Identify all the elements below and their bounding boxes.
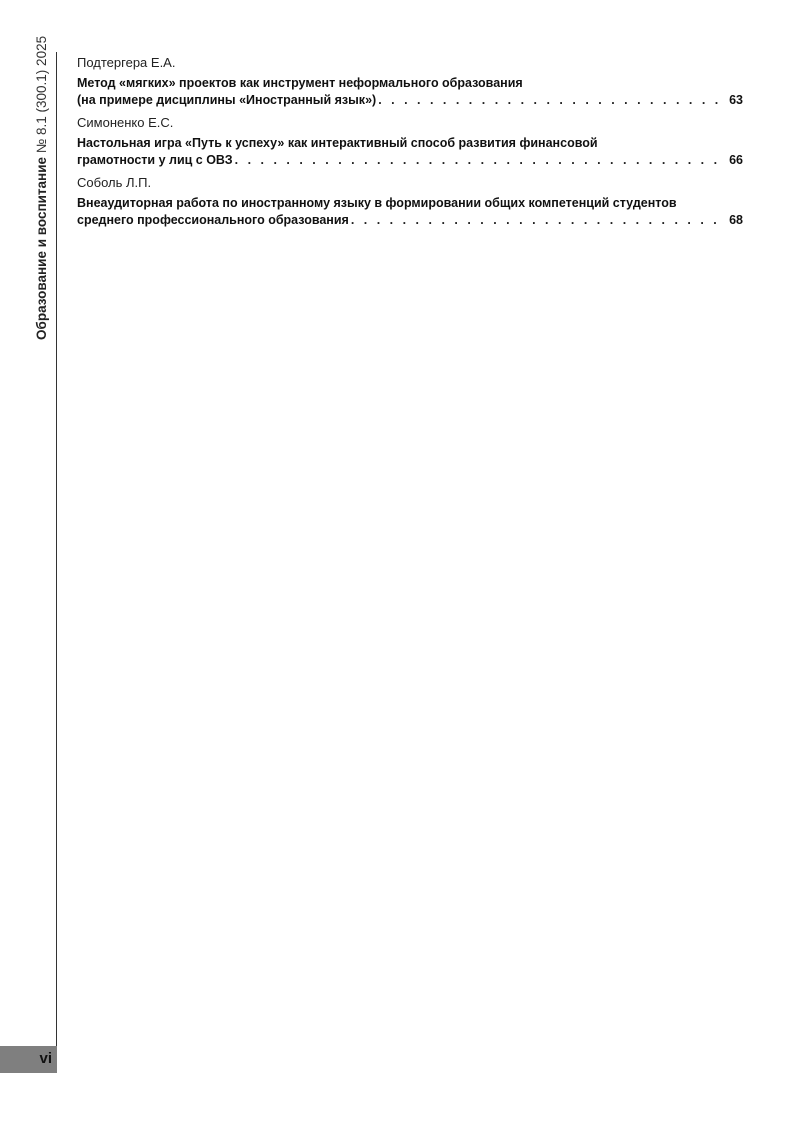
toc-author: Симоненко Е.С. — [77, 115, 174, 130]
table-of-contents — [77, 55, 743, 235]
toc-page-number: 63 — [729, 93, 743, 107]
page-number-tab — [0, 1046, 57, 1073]
toc-page-number: 68 — [729, 213, 743, 227]
toc-title-line: Метод «мягких» проектов как инструмент неформального образования — [77, 76, 523, 90]
journal-spine-title — [34, 36, 49, 340]
toc-entry[interactable] — [77, 115, 743, 169]
toc-title-line: среднего профессионального образования — [77, 213, 349, 227]
page-number: vi — [39, 1050, 52, 1067]
dot-leader — [351, 212, 725, 229]
toc-author: Соболь Л.П. — [77, 175, 152, 190]
spine-divider-line — [56, 52, 57, 1072]
toc-title-last-line — [77, 212, 743, 229]
toc-title-last-line — [77, 92, 743, 109]
journal-issue: № 8.1 (300.1) 2025 — [34, 35, 49, 154]
toc-title-line: Настольная игра «Путь к успеху» как интерактивный способ развития финансовой — [77, 136, 598, 150]
toc-title-line: Внеаудиторная работа по иностранному языку в формировании общих компетенций студентов — [77, 196, 677, 210]
dot-leader — [378, 92, 725, 109]
toc-entry[interactable] — [77, 55, 743, 109]
toc-title-last-line — [77, 152, 743, 169]
toc-title-line: (на примере дисциплины «Иностранный язык») — [77, 93, 377, 107]
dot-leader — [235, 152, 725, 169]
toc-title-line: грамотности у лиц с ОВЗ — [77, 153, 233, 167]
toc-entry[interactable] — [77, 175, 743, 229]
toc-page-number: 66 — [729, 153, 743, 167]
toc-author: Подтергера Е.А. — [77, 55, 176, 70]
journal-name: Образование и воспитание — [34, 156, 49, 340]
